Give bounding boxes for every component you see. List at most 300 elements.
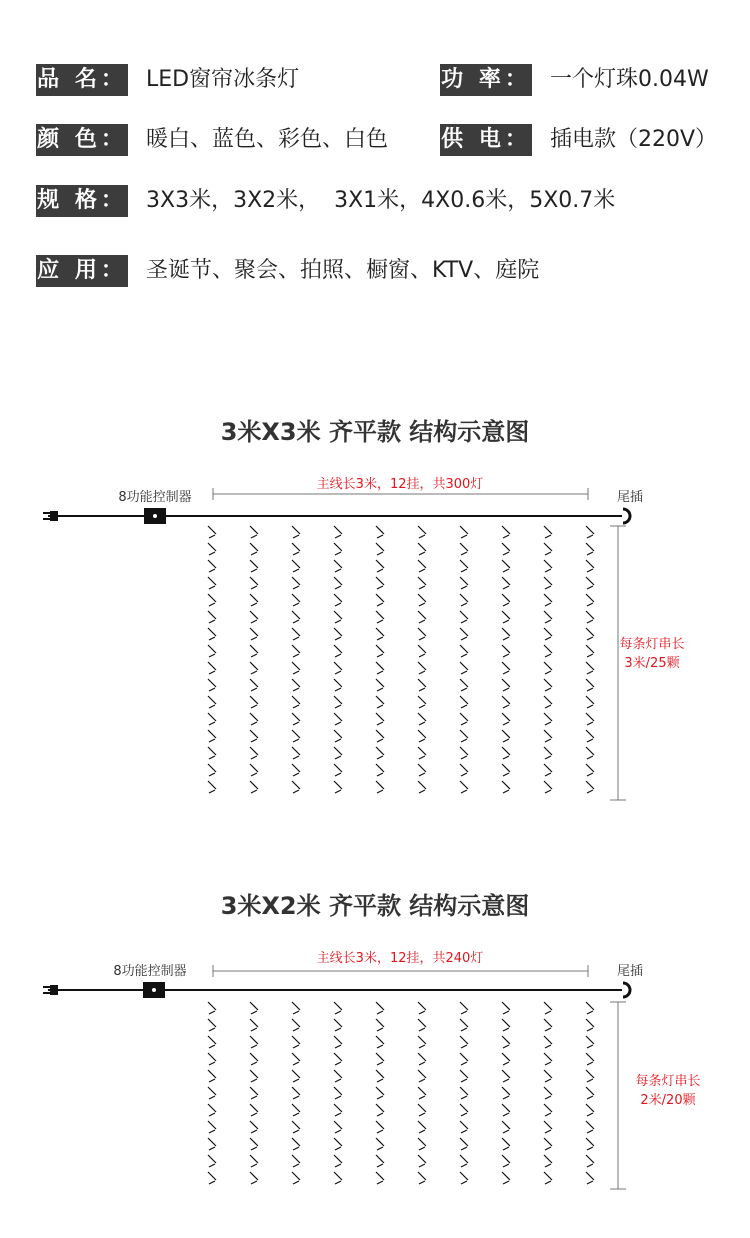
led-bead (334, 1087, 342, 1099)
led-bead (208, 1019, 216, 1031)
led-bead (250, 662, 258, 674)
light-strand (376, 526, 384, 793)
led-bead (418, 781, 426, 793)
led-bead (502, 611, 510, 623)
led-bead (544, 696, 552, 708)
led-bead (208, 577, 216, 589)
diagram2-structure (0, 945, 750, 1200)
led-bead (334, 730, 342, 742)
led-bead (376, 1155, 384, 1167)
led-bead (208, 679, 216, 691)
led-bead (460, 645, 468, 657)
led-bead (250, 713, 258, 725)
led-bead (250, 628, 258, 640)
led-bead (460, 1155, 468, 1167)
led-bead (502, 1087, 510, 1099)
led-bead (502, 628, 510, 640)
spec-row-color (0, 124, 750, 164)
led-bead (418, 713, 426, 725)
led-bead (418, 594, 426, 606)
led-bead (208, 747, 216, 759)
light-strand (208, 1002, 216, 1184)
use-label: 应 用： (36, 255, 128, 287)
led-bead (376, 1002, 384, 1014)
led-bead (544, 662, 552, 674)
diagram1-structure (0, 470, 750, 815)
light-strand (586, 1002, 594, 1184)
led-bead (334, 1070, 342, 1082)
led-bead (586, 611, 594, 623)
led-bead (250, 594, 258, 606)
led-bead (460, 764, 468, 776)
led-bead (250, 1070, 258, 1082)
light-strand (418, 526, 426, 793)
led-bead (292, 1087, 300, 1099)
led-bead (502, 764, 510, 776)
led-bead (586, 1138, 594, 1150)
led-bead (544, 1036, 552, 1048)
controller-label: 8功能控制器 (113, 964, 187, 979)
supply-label: 供 电： (440, 124, 532, 156)
power-label: 功 率： (440, 64, 532, 96)
led-bead (334, 696, 342, 708)
led-bead (376, 628, 384, 640)
led-bead (250, 577, 258, 589)
led-bead (334, 1019, 342, 1031)
led-bead (586, 679, 594, 691)
led-bead (376, 764, 384, 776)
led-bead (376, 611, 384, 623)
led-bead (544, 764, 552, 776)
led-bead (334, 781, 342, 793)
led-bead (502, 730, 510, 742)
led-bead (292, 1155, 300, 1167)
led-bead (292, 577, 300, 589)
tail-plug-icon (623, 983, 630, 997)
led-bead (502, 1172, 510, 1184)
led-bead (292, 1002, 300, 1014)
light-strand (502, 526, 510, 793)
led-bead (250, 1019, 258, 1031)
led-bead (460, 696, 468, 708)
light-strand (250, 526, 258, 793)
led-bead (334, 713, 342, 725)
led-bead (376, 1019, 384, 1031)
led-bead (502, 662, 510, 674)
led-bead (418, 1019, 426, 1031)
light-strand (460, 1002, 468, 1184)
led-bead (376, 560, 384, 572)
led-bead (418, 628, 426, 640)
led-bead (292, 781, 300, 793)
led-bead (502, 645, 510, 657)
led-bead (586, 696, 594, 708)
led-bead (208, 1172, 216, 1184)
led-bead (292, 1019, 300, 1031)
led-bead (418, 611, 426, 623)
led-bead (292, 1104, 300, 1116)
led-bead (292, 713, 300, 725)
led-bead (250, 1036, 258, 1048)
led-bead (460, 526, 468, 538)
led-bead (418, 662, 426, 674)
led-bead (502, 1155, 510, 1167)
led-bead (502, 577, 510, 589)
led-bead (544, 730, 552, 742)
light-strand (502, 1002, 510, 1184)
led-bead (586, 1070, 594, 1082)
power-plug-icon (50, 985, 58, 995)
led-bead (544, 1104, 552, 1116)
led-bead (208, 611, 216, 623)
tail-plug-label: 尾插 (616, 490, 644, 505)
led-bead (292, 747, 300, 759)
led-bead (376, 594, 384, 606)
led-bead (208, 1155, 216, 1167)
led-bead (250, 645, 258, 657)
light-strand (292, 526, 300, 793)
led-bead (334, 526, 342, 538)
led-bead (250, 1155, 258, 1167)
led-bead (502, 1053, 510, 1065)
tail-plug-icon (623, 509, 630, 523)
light-strand (208, 526, 216, 793)
led-bead (460, 1087, 468, 1099)
light-strand (586, 526, 594, 793)
led-bead (502, 696, 510, 708)
led-bead (586, 1019, 594, 1031)
led-bead (376, 1104, 384, 1116)
led-bead (292, 594, 300, 606)
strand-count-label: 2米/20颗 (640, 1093, 696, 1108)
led-bead (376, 1070, 384, 1082)
led-bead (334, 543, 342, 555)
led-bead (292, 1138, 300, 1150)
led-bead (586, 730, 594, 742)
led-bead (334, 747, 342, 759)
led-bead (208, 628, 216, 640)
led-bead (460, 577, 468, 589)
led-bead (292, 1036, 300, 1048)
led-bead (586, 662, 594, 674)
led-bead (460, 611, 468, 623)
led-bead (334, 1036, 342, 1048)
led-bead (250, 611, 258, 623)
light-strand (418, 1002, 426, 1184)
color-value: 暖白、蓝色、彩色、白色 (146, 127, 389, 152)
strand-length-label: 每条灯串长 (619, 637, 685, 652)
led-bead (544, 781, 552, 793)
led-bead (460, 1053, 468, 1065)
controller-dot (152, 988, 156, 992)
led-bead (544, 1121, 552, 1133)
led-bead (376, 577, 384, 589)
tail-plug-label: 尾插 (616, 964, 644, 979)
led-bead (334, 1053, 342, 1065)
led-bead (418, 1002, 426, 1014)
led-bead (334, 1155, 342, 1167)
use-value: 圣诞节、聚会、拍照、橱窗、KTV、庭院 (146, 258, 540, 283)
led-bead (586, 1104, 594, 1116)
spec-row-size (0, 185, 750, 225)
led-bead (460, 1121, 468, 1133)
light-strand (544, 1002, 552, 1184)
led-bead (460, 628, 468, 640)
color-label: 颜 色： (36, 124, 128, 156)
led-bead (460, 1019, 468, 1031)
led-bead (208, 1053, 216, 1065)
led-bead (376, 679, 384, 691)
led-bead (544, 611, 552, 623)
led-bead (334, 611, 342, 623)
size-value: 3X3米，3X2米， 3X1米，4X0.6米，5X0.7米 (146, 188, 616, 213)
led-bead (544, 1172, 552, 1184)
led-bead (460, 560, 468, 572)
led-bead (502, 1019, 510, 1031)
diagram2-title: 3米X2米 齐平款 结构示意图 (220, 892, 530, 920)
led-bead (502, 679, 510, 691)
name-value: LED窗帘冰条灯 (146, 67, 300, 92)
led-bead (250, 526, 258, 538)
led-bead (586, 1053, 594, 1065)
led-bead (544, 1019, 552, 1031)
led-bead (460, 781, 468, 793)
led-bead (544, 747, 552, 759)
led-bead (250, 1104, 258, 1116)
supply-value: 插电款（220V） (550, 127, 718, 152)
led-bead (502, 713, 510, 725)
led-bead (544, 560, 552, 572)
led-bead (250, 747, 258, 759)
led-bead (418, 747, 426, 759)
light-strand (250, 1002, 258, 1184)
led-bead (586, 560, 594, 572)
led-bead (502, 747, 510, 759)
led-bead (292, 526, 300, 538)
led-bead (586, 594, 594, 606)
led-bead (208, 594, 216, 606)
led-bead (586, 747, 594, 759)
led-bead (376, 747, 384, 759)
power-value: 一个灯珠0.04W (550, 67, 709, 92)
main-line-label: 主线长3米，12挂，共300灯 (316, 477, 484, 492)
led-bead (208, 560, 216, 572)
led-bead (250, 560, 258, 572)
led-bead (376, 781, 384, 793)
led-bead (418, 1121, 426, 1133)
led-bead (376, 730, 384, 742)
led-bead (292, 1070, 300, 1082)
controller-label: 8功能控制器 (118, 490, 192, 505)
led-bead (250, 764, 258, 776)
diagram1-title: 3米X3米 齐平款 结构示意图 (220, 418, 530, 446)
led-bead (292, 645, 300, 657)
led-bead (250, 543, 258, 555)
led-bead (376, 1172, 384, 1184)
led-bead (418, 543, 426, 555)
led-bead (418, 1087, 426, 1099)
led-bead (292, 696, 300, 708)
led-bead (544, 645, 552, 657)
led-bead (544, 679, 552, 691)
strand-length-label: 每条灯串长 (635, 1074, 701, 1089)
led-bead (502, 1002, 510, 1014)
led-bead (544, 1002, 552, 1014)
led-bead (208, 730, 216, 742)
led-bead (460, 1036, 468, 1048)
led-bead (208, 662, 216, 674)
led-bead (376, 1138, 384, 1150)
led-bead (502, 543, 510, 555)
led-bead (292, 628, 300, 640)
led-bead (376, 645, 384, 657)
led-bead (502, 1070, 510, 1082)
led-bead (292, 1121, 300, 1133)
strand-count-label: 3米/25颗 (624, 656, 680, 671)
led-bead (502, 781, 510, 793)
led-bead (502, 526, 510, 538)
led-bead (208, 543, 216, 555)
led-bead (502, 594, 510, 606)
size-label: 规 格： (36, 185, 128, 217)
led-bead (544, 1155, 552, 1167)
led-bead (334, 1121, 342, 1133)
led-bead (208, 1121, 216, 1133)
led-bead (418, 1070, 426, 1082)
led-bead (586, 543, 594, 555)
led-bead (460, 1104, 468, 1116)
led-bead (250, 781, 258, 793)
led-bead (292, 1053, 300, 1065)
led-bead (502, 1121, 510, 1133)
main-line-label: 主线长3米，12挂，共240灯 (316, 951, 484, 966)
led-bead (334, 1002, 342, 1014)
led-bead (208, 1138, 216, 1150)
led-bead (502, 1138, 510, 1150)
led-bead (334, 594, 342, 606)
led-bead (208, 1104, 216, 1116)
led-bead (418, 730, 426, 742)
led-bead (250, 1121, 258, 1133)
led-bead (376, 526, 384, 538)
led-bead (376, 1053, 384, 1065)
led-bead (418, 1138, 426, 1150)
led-bead (208, 696, 216, 708)
led-bead (376, 696, 384, 708)
led-bead (418, 1155, 426, 1167)
led-bead (460, 1138, 468, 1150)
led-bead (544, 1053, 552, 1065)
led-bead (292, 764, 300, 776)
led-bead (292, 662, 300, 674)
led-bead (250, 1087, 258, 1099)
led-bead (418, 764, 426, 776)
led-bead (586, 1172, 594, 1184)
power-plug-icon (50, 511, 58, 521)
led-bead (208, 1087, 216, 1099)
led-bead (334, 1104, 342, 1116)
led-bead (334, 764, 342, 776)
led-bead (292, 560, 300, 572)
controller-dot (153, 514, 157, 518)
led-bead (586, 645, 594, 657)
light-strand (334, 526, 342, 793)
led-bead (376, 1087, 384, 1099)
led-bead (376, 662, 384, 674)
led-bead (544, 713, 552, 725)
led-bead (292, 679, 300, 691)
led-bead (208, 526, 216, 538)
led-bead (250, 1002, 258, 1014)
led-bead (544, 594, 552, 606)
led-bead (208, 1036, 216, 1048)
led-bead (208, 713, 216, 725)
led-bead (586, 628, 594, 640)
led-bead (586, 764, 594, 776)
led-bead (586, 1002, 594, 1014)
led-bead (208, 645, 216, 657)
led-bead (334, 679, 342, 691)
led-bead (334, 662, 342, 674)
led-bead (544, 1138, 552, 1150)
led-bead (250, 730, 258, 742)
led-bead (334, 645, 342, 657)
led-bead (250, 696, 258, 708)
led-bead (418, 577, 426, 589)
led-bead (208, 781, 216, 793)
led-bead (334, 1172, 342, 1184)
spec-row-use (0, 255, 750, 295)
led-bead (460, 1002, 468, 1014)
led-bead (502, 1036, 510, 1048)
led-bead (334, 628, 342, 640)
light-strand (544, 526, 552, 793)
led-bead (250, 1138, 258, 1150)
led-bead (418, 1104, 426, 1116)
led-bead (334, 1138, 342, 1150)
led-bead (586, 781, 594, 793)
led-bead (418, 679, 426, 691)
led-bead (460, 679, 468, 691)
led-bead (418, 1053, 426, 1065)
led-bead (418, 526, 426, 538)
light-strand (292, 1002, 300, 1184)
led-bead (292, 543, 300, 555)
led-bead (418, 645, 426, 657)
led-bead (460, 1070, 468, 1082)
led-bead (460, 543, 468, 555)
led-bead (586, 1155, 594, 1167)
led-bead (544, 543, 552, 555)
led-bead (250, 679, 258, 691)
led-bead (544, 577, 552, 589)
led-bead (460, 747, 468, 759)
led-bead (544, 628, 552, 640)
name-label: 品 名： (36, 64, 128, 96)
led-bead (376, 1121, 384, 1133)
spec-row-name (0, 64, 750, 104)
led-bead (292, 611, 300, 623)
led-bead (376, 543, 384, 555)
led-bead (586, 713, 594, 725)
led-bead (376, 1036, 384, 1048)
led-bead (208, 1070, 216, 1082)
led-bead (460, 662, 468, 674)
led-bead (502, 1104, 510, 1116)
led-bead (418, 1172, 426, 1184)
led-bead (334, 560, 342, 572)
light-strand (460, 526, 468, 793)
